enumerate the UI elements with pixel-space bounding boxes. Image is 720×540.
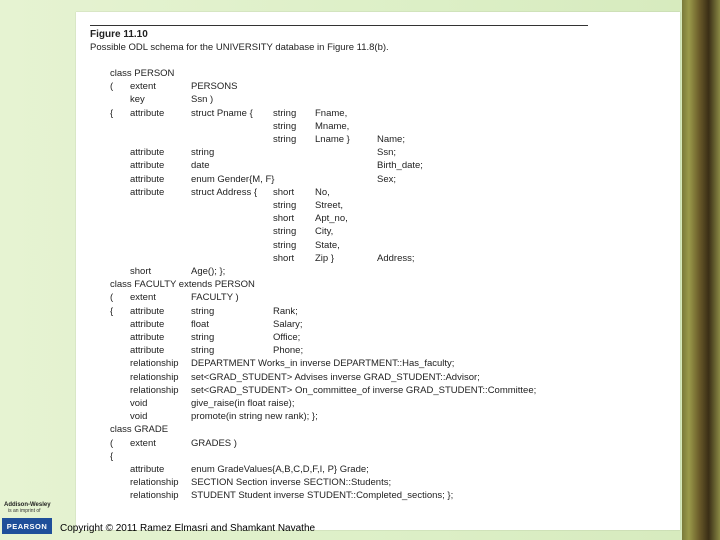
schema-token: attribute xyxy=(130,345,165,356)
figure-top-rule xyxy=(90,25,588,26)
copyright-footer: Copyright © 2011 Ramez Elmasri and Shamkant Navathe xyxy=(60,523,316,534)
schema-token: short xyxy=(273,253,295,264)
schema-token: struct Pname { xyxy=(191,108,253,119)
schema-token: Ssn ) xyxy=(191,94,214,105)
schema-token: attribute xyxy=(130,319,165,330)
schema-token: Office; xyxy=(273,332,301,343)
schema-token: attribute xyxy=(130,187,165,198)
schema-token: enum Gender{M, F} xyxy=(191,174,275,185)
schema-token: Apt_no, xyxy=(315,213,348,224)
schema-token: short xyxy=(130,266,152,277)
figure-title: Figure 11.10 xyxy=(90,29,148,40)
schema-token: attribute xyxy=(130,108,165,119)
schema-token: Mname, xyxy=(315,121,350,132)
schema-token: string xyxy=(273,226,297,237)
schema-token: ( xyxy=(110,292,114,303)
schema-token: State, xyxy=(315,240,340,251)
schema-token: string xyxy=(191,345,215,356)
schema-token: Name; xyxy=(377,134,405,145)
schema-token: No, xyxy=(315,187,330,198)
schema-token: Rank; xyxy=(273,306,298,317)
schema-token: Fname, xyxy=(315,108,348,119)
schema-token: attribute xyxy=(130,464,165,475)
schema-token: attribute xyxy=(130,174,165,185)
schema-token: relationship xyxy=(130,358,179,369)
schema-token: FACULTY ) xyxy=(191,292,239,303)
schema-token: attribute xyxy=(130,147,165,158)
schema-token: ( xyxy=(110,81,114,92)
schema-token: struct Address { xyxy=(191,187,258,198)
schema-token: set<GRAD_STUDENT> On_committee_of inverse GRAD_STUDENT::Committee; xyxy=(191,385,537,396)
schema-token: give_raise(in float raise); xyxy=(191,398,295,409)
schema-token: DEPARTMENT Works_in inverse DEPARTMENT::Has_faculty; xyxy=(191,358,455,369)
schema-token: { xyxy=(110,108,114,119)
schema-token: Ssn; xyxy=(377,147,397,158)
schema-token: relationship xyxy=(130,477,179,488)
schema-token: Sex; xyxy=(377,174,397,185)
schema-token: SECTION Section inverse SECTION::Students; xyxy=(191,477,392,488)
schema-token: Lname } xyxy=(315,134,350,145)
schema-token: ( xyxy=(110,438,114,449)
schema-token: Age(); }; xyxy=(191,266,226,277)
figure-page xyxy=(76,12,680,530)
schema-token: City, xyxy=(315,226,334,237)
schema-token: relationship xyxy=(130,385,179,396)
schema-token: key xyxy=(130,94,145,105)
schema-token: short xyxy=(273,213,295,224)
schema-line: { xyxy=(110,451,114,462)
schema-token: void xyxy=(130,398,148,409)
schema-token: attribute xyxy=(130,160,165,171)
schema-token: GRADES ) xyxy=(191,438,237,449)
schema-token: float xyxy=(191,319,209,330)
figure-caption: Possible ODL schema for the UNIVERSITY database in Figure 11.8(b). xyxy=(90,42,389,53)
schema-token: string xyxy=(273,121,297,132)
schema-token: Zip } xyxy=(315,253,335,264)
pearson-logo-badge: PEARSON xyxy=(2,518,52,534)
schema-token: void xyxy=(130,411,148,422)
schema-token: attribute xyxy=(130,332,165,343)
schema-token: { xyxy=(110,306,114,317)
schema-token: Phone; xyxy=(273,345,304,356)
schema-token: attribute xyxy=(130,306,165,317)
schema-token: Address; xyxy=(377,253,415,264)
schema-token: string xyxy=(273,134,297,145)
schema-token: string xyxy=(191,306,215,317)
schema-token: extent xyxy=(130,438,156,449)
schema-token: set<GRAD_STUDENT> Advises inverse GRAD_STUDENT::Advisor; xyxy=(191,372,480,383)
schema-token: date xyxy=(191,160,210,171)
schema-token: extent xyxy=(130,292,156,303)
schema-class-header: class FACULTY extends PERSON xyxy=(110,279,255,290)
schema-token: STUDENT Student inverse STUDENT::Completed_sections; }; xyxy=(191,490,454,501)
publisher-imprint-note: is an imprint of xyxy=(8,508,41,514)
schema-token: string xyxy=(273,108,297,119)
schema-token: enum GradeValues{A,B,C,D,F,I, P} Grade; xyxy=(191,464,369,475)
schema-token: extent xyxy=(130,81,156,92)
schema-token: string xyxy=(273,240,297,251)
schema-token: Street, xyxy=(315,200,343,211)
schema-token: Salary; xyxy=(273,319,303,330)
schema-token: PERSONS xyxy=(191,81,238,92)
schema-token: Birth_date; xyxy=(377,160,423,171)
schema-token: short xyxy=(273,187,295,198)
schema-token: relationship xyxy=(130,490,179,501)
publisher-name: Addison-Wesley xyxy=(4,502,51,508)
schema-token: relationship xyxy=(130,372,179,383)
schema-token: string xyxy=(191,147,215,158)
schema-token: promote(in string new rank); }; xyxy=(191,411,318,422)
schema-token: string xyxy=(191,332,215,343)
schema-class-header: class GRADE xyxy=(110,424,169,435)
schema-token: string xyxy=(273,200,297,211)
schema-class-header: class PERSON xyxy=(110,68,175,79)
decorative-side-strip xyxy=(682,0,720,540)
